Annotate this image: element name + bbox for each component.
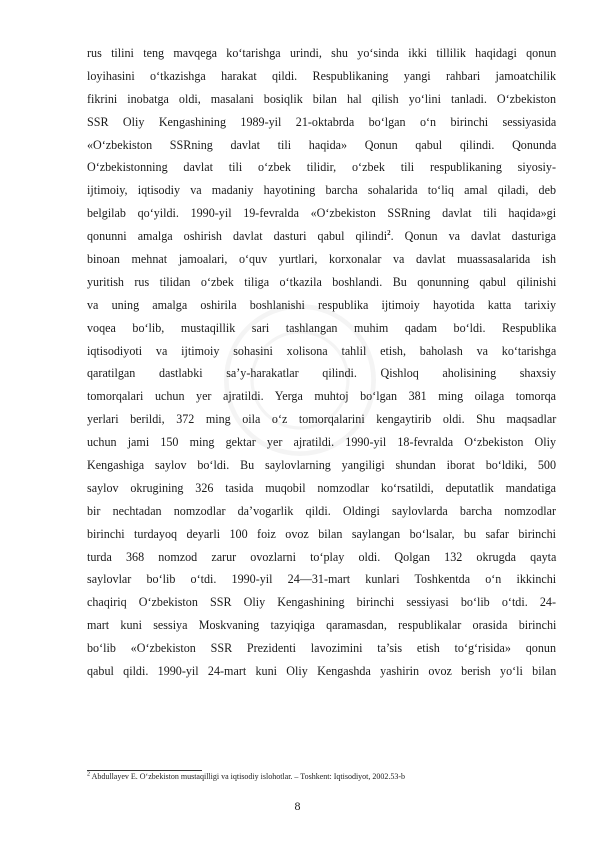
text-line: yerlari berildi, 372 ming oila o‘z tomorqalarini kengaytirib oldi. Shu maqsadlar xyxy=(87,412,557,427)
text-line: O‘zbekistonning davlat tili o‘zbek tilidir, o‘zbek tili respublikaning siyosiy- xyxy=(87,160,556,175)
text-line: turda 368 nomzod zarur ovozlarni to‘play oldi. Qolgan 132 okrugda qayta xyxy=(87,549,557,564)
text-line: va uning amalga oshirila boshlanishi respublika ijtimoiy hayotida katta tarixiy xyxy=(87,297,556,312)
text-line: ijtimoiy, iqtisodiy va madaniy hayotining barcha sohalarida to‘liq amal qiladi, deb xyxy=(87,183,556,198)
text-line: Kengashiga saylov bo‘ldi. Bu saylovlarning yangiligi shundan iborat bo‘ldiki, 500 xyxy=(87,458,556,473)
text-line-with-footnote xyxy=(87,225,556,248)
footnote-text: Abdullayev E. O‘zbekiston mustaqilligi va iqtisodiy islohotlar. – Toshkent: Iqtisodiyot, 2002.53-b xyxy=(91,772,406,781)
text-line: yuritish rus tilidan o‘zbek tiliga o‘tkazila boshlandi. Bu qonunning qabul qilinishi xyxy=(87,274,557,289)
text-line: saylovlar bo‘lib o‘tdi. 1990-yil 24—31-mart kunlari Toshkentda o‘n ikkinchi xyxy=(87,572,557,587)
body-text xyxy=(87,42,556,683)
text-line: saylov okrugining 326 tasida muqobil nomzodlar ko‘rsatildi, deputatlik mandatiga xyxy=(87,480,556,495)
text-line: bo‘lib «O‘zbekiston SSR Prezidenti lavozimini ta’sis etish to‘g‘risida» qonun xyxy=(87,641,556,656)
text-line: binoan mehnat jamoalari, o‘quv yurtlari, korxonalar va davlat muassasalarida ish xyxy=(87,252,556,267)
text-line: birinchi turdayoq deyarli 100 foiz ovoz bilan saylangan bo‘lsalar, bu safar birinchi xyxy=(87,526,556,541)
text-line: qabul qildi. 1990-yil 24-mart kuni Oliy Kengashda yashirin ovoz berish yo‘li bilan xyxy=(87,664,557,679)
text-line: SSR Oliy Kengashining 1989-yil 21-oktabrda bo‘lgan o‘n birinchi sessiyasida xyxy=(87,114,557,129)
text-line: chaqiriq O‘zbekiston SSR Oliy Kengashining birinchi sessiyasi bo‘lib o‘tdi. 24- xyxy=(87,595,556,610)
text-line: bir nechtadan nomzodlar da’vogarlik qildi. Oldingi saylovlarda barcha nomzodlar xyxy=(87,503,556,518)
footnote-divider xyxy=(87,770,202,771)
text-line: voqea bo‘lib, mustaqillik sari tashlangan muhim qadam bo‘ldi. Respublika xyxy=(87,320,557,335)
footnote xyxy=(87,772,556,782)
text-line-tail: . Qonun va davlat dasturiga xyxy=(390,229,556,244)
text-line: loyihasini o‘tkazishga harakat qildi. Respublikaning yangi rahbari jamoatchilik xyxy=(87,68,556,83)
text-line: rus tilini teng mavqega ko‘tarishga urindi, shu yo‘sinda ikki tillilik haqidagi qonun xyxy=(87,46,557,60)
text-line: iqtisodiyoti va ijtimoiy sohasini xolisona tahlil etish, baholash va ko‘tarishga xyxy=(87,343,557,358)
text-line: belgilab qo‘yildi. 1990-yil 19-fevralda «O‘zbekiston SSRning davlat tili haqida»gi xyxy=(87,206,557,221)
page-number: 8 xyxy=(294,799,301,813)
text-line: fikrini inobatga oldi, masalani bosiqlik bilan hal qilish yo‘lini tanladi. O‘zbekiston xyxy=(87,91,557,106)
text-line: «O‘zbekiston SSRning davlat tili haqida» Qonun qabul qilindi. Qonunda xyxy=(87,137,557,152)
text-line: uchun jami 150 ming gektar yer ajratildi. 1990-yil 18-fevralda O‘zbekiston Oliy xyxy=(87,435,556,450)
text-line-head: qonunni amalga oshirish davlat dasturi qabul qilindi xyxy=(87,229,388,244)
text-line: qaratilgan dastlabki sa’y-harakatlar qilindi. Qishloq aholisining shaxsiy xyxy=(87,366,556,381)
text-line: tomorqalari uchun yer ajratildi. Yerga muhtoj bo‘lgan 381 ming oilaga tomorqa xyxy=(87,389,557,404)
footnote-reference[interactable]: 2 xyxy=(387,229,391,238)
footnote-mark: 2 xyxy=(87,771,90,778)
text-line: mart kuni sessiya Moskvaning tazyiqiga qaramasdan, respublikalar orasida birinchi xyxy=(87,618,557,633)
